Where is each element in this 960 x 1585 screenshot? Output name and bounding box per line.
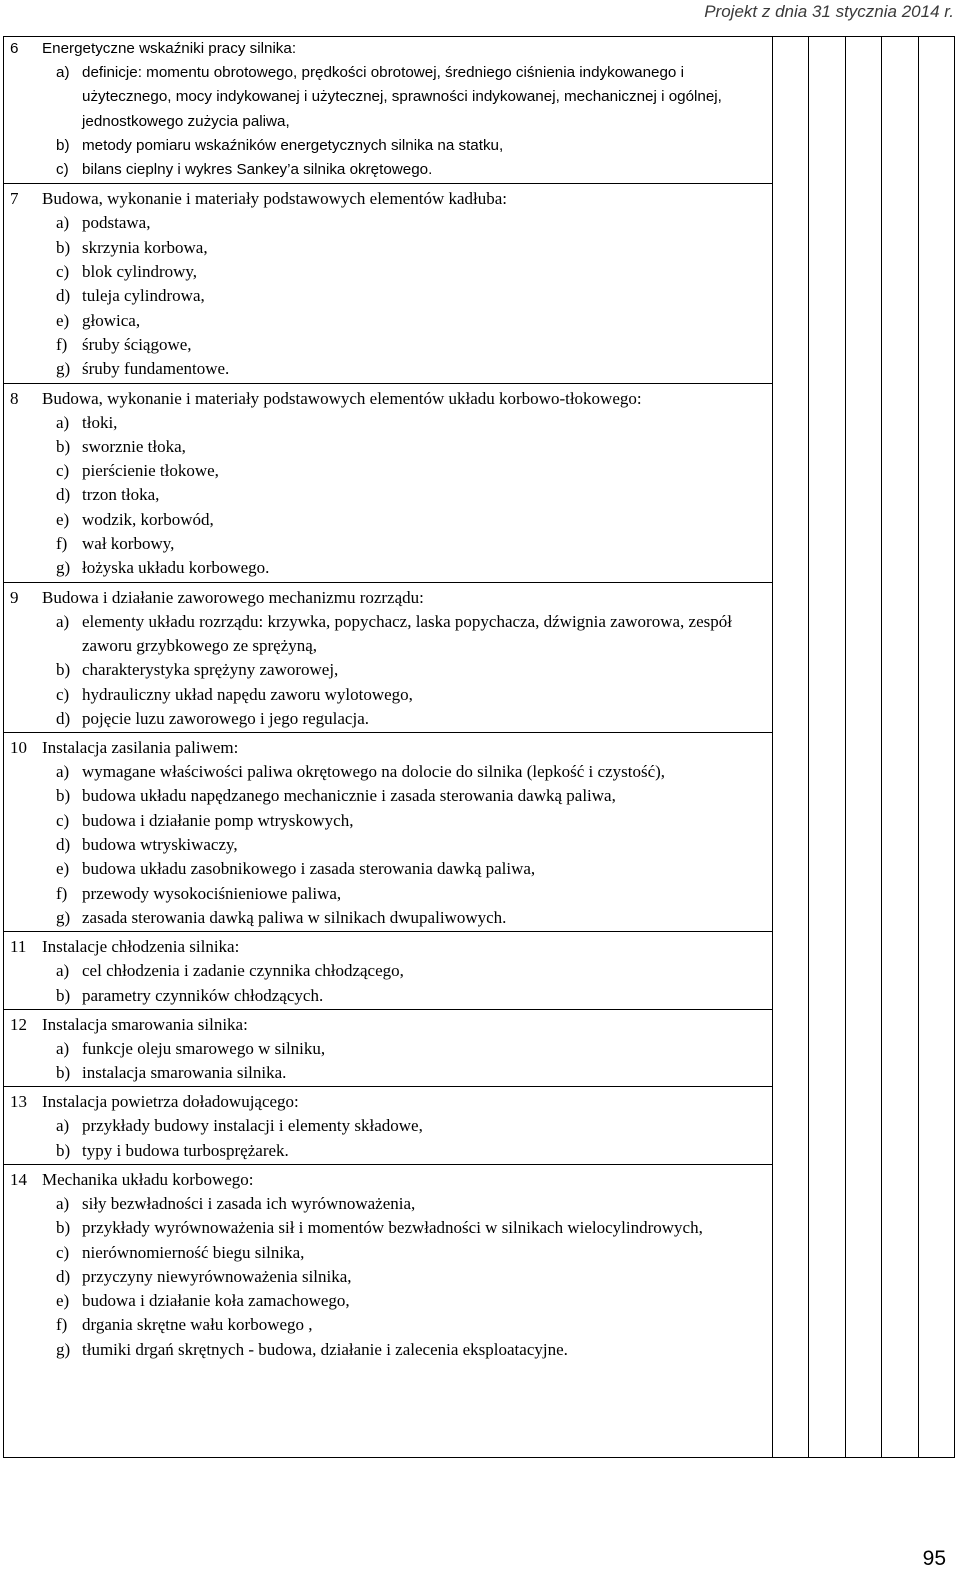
list-item: [56, 906, 768, 930]
item-text: cel chłodzenia i zadanie czynnika chłodzącego,: [82, 961, 404, 981]
section-number: 13: [10, 1092, 27, 1112]
item-letter: e): [56, 509, 70, 529]
item-letter: f): [56, 534, 68, 554]
list-item: [56, 658, 768, 682]
list-item: [56, 532, 768, 556]
item-letter: f): [56, 883, 68, 903]
section-heading: [10, 1013, 768, 1037]
item-letter: d): [56, 1266, 71, 1286]
subtopic-list: [10, 61, 768, 182]
item-letter: d): [56, 835, 71, 855]
item-text: sworznie tłoka,: [82, 436, 186, 456]
item-text: budowa i działanie pomp wtryskowych,: [82, 810, 354, 830]
item-text: hydrauliczny układ napędu zaworu wylotowego,: [82, 684, 413, 704]
item-letter: e): [56, 1291, 70, 1311]
list-item: [56, 707, 768, 731]
section-heading: [10, 1168, 768, 1192]
list-item: [56, 435, 768, 459]
section-heading: [10, 736, 768, 760]
subtopic-list: [10, 1037, 768, 1086]
item-letter: e): [56, 310, 70, 330]
item-letter: a): [56, 64, 70, 81]
list-item: [56, 809, 768, 833]
list-item: [56, 1216, 768, 1240]
item-letter: b): [56, 1140, 71, 1160]
item-text: blok cylindrowy,: [82, 262, 198, 282]
item-letter: b): [56, 1063, 71, 1083]
topic-section: [4, 183, 772, 382]
section-heading: [10, 935, 768, 959]
list-item: [56, 984, 768, 1008]
item-text: elementy układu rozrządu: krzywka, popychacz, laska popychacza, dźwignia zaworowa, zespół zaworu grzybkowego ze sprężyną,: [82, 611, 732, 655]
item-text: siły bezwładności i zasada ich wyrównoważenia,: [82, 1193, 416, 1213]
section-heading: [10, 387, 768, 411]
item-text: śruby fundamentowe.: [82, 359, 230, 379]
item-letter: a): [56, 1038, 70, 1058]
document-header: Projekt z dnia 31 stycznia 2014 r.: [704, 2, 954, 21]
item-text: budowa układu napędzanego mechanicznie i zasada sterowania dawką paliwa,: [82, 786, 616, 806]
curriculum-table: [3, 36, 955, 1458]
item-letter: d): [56, 708, 71, 728]
list-item: [56, 284, 768, 308]
item-text: przewody wysokociśnieniowe paliwa,: [82, 883, 342, 903]
list-item: [56, 459, 768, 483]
item-letter: b): [56, 985, 71, 1005]
list-item: [56, 309, 768, 333]
topic-section: [4, 582, 772, 732]
item-letter: b): [56, 1218, 71, 1238]
section-title: Energetyczne wskaźniki pracy silnika:: [42, 40, 297, 57]
section-title: Instalacja powietrza doładowującego:: [42, 1092, 299, 1112]
list-item: [56, 134, 768, 158]
section-title: Mechanika układu korbowego:: [42, 1169, 254, 1189]
empty-column-cell: [809, 37, 845, 1458]
topic-section: [4, 931, 772, 1009]
section-heading: [10, 1090, 768, 1114]
item-text: nierównomierność biegu silnika,: [82, 1242, 305, 1262]
subtopic-list: [10, 1192, 768, 1362]
item-text: przykłady wyrównoważenia sił i momentów bezwładności w silnikach wielocylindrowych,: [82, 1218, 703, 1238]
item-letter: c): [56, 262, 70, 282]
section-number: 11: [10, 937, 27, 957]
item-text: tłoki,: [82, 412, 118, 432]
item-letter: b): [56, 660, 71, 680]
list-item: [56, 333, 768, 357]
item-text: funkcje oleju smarowego w silniku,: [82, 1038, 326, 1058]
item-text: budowa wtryskiwaczy,: [82, 835, 238, 855]
item-letter: b): [56, 786, 71, 806]
item-text: tuleja cylindrowa,: [82, 286, 205, 306]
subtopic-list: [10, 610, 768, 731]
topic-section: [4, 383, 772, 582]
item-text: parametry czynników chłodzących.: [82, 985, 324, 1005]
item-text: tłumiki drgań skrętnych - budowa, działanie i zalecenia eksploatacyjne.: [82, 1339, 568, 1359]
item-text: pojęcie luzu zaworowego i jego regulacja.: [82, 708, 369, 728]
item-text: skrzynia korbowa,: [82, 237, 208, 257]
item-text: łożyska układu korbowego.: [82, 558, 270, 578]
item-text: śruby ściągowe,: [82, 334, 192, 354]
list-item: [56, 260, 768, 284]
item-text: podstawa,: [82, 213, 151, 233]
item-text: metody pomiaru wskaźników energetycznych silnika na statku,: [82, 136, 504, 154]
section-title: Budowa i działanie zaworowego mechanizmu rozrządu:: [42, 587, 424, 607]
list-item: [56, 959, 768, 983]
subtopic-list: [10, 411, 768, 581]
topic-section: [4, 37, 772, 183]
empty-column-cell: [918, 37, 954, 1458]
list-item: [56, 1338, 768, 1362]
item-letter: a): [56, 762, 70, 782]
item-letter: b): [56, 436, 71, 456]
subtopic-list: [10, 1114, 768, 1163]
item-text: instalacja smarowania silnika.: [82, 1063, 287, 1083]
item-letter: c): [56, 810, 70, 830]
list-item: [56, 833, 768, 857]
topic-section: [4, 1009, 772, 1087]
list-item: [56, 357, 768, 381]
item-text: bilans cieplny i wykres Sankey’a silnika okrętowego.: [82, 161, 433, 179]
item-text: budowa układu zasobnikowego i zasada sterowania dawką paliwa,: [82, 859, 536, 879]
section-title: Budowa, wykonanie i materiały podstawowych elementów układu korbowo-tłokowego:: [42, 388, 642, 408]
section-number: 12: [10, 1014, 27, 1034]
topic-section: [4, 732, 772, 931]
item-letter: g): [56, 907, 71, 927]
item-letter: c): [56, 161, 69, 179]
item-letter: c): [56, 461, 70, 481]
item-text: wał korbowy,: [82, 534, 175, 554]
topics-cell: [4, 37, 773, 1458]
item-letter: b): [56, 136, 70, 154]
subtopic-list: [10, 760, 768, 930]
section-heading: [10, 37, 768, 61]
list-item: [56, 882, 768, 906]
list-item: [56, 1265, 768, 1289]
empty-column-cell: [882, 37, 918, 1458]
item-letter: g): [56, 1339, 71, 1359]
section-number: 8: [10, 388, 19, 408]
item-letter: d): [56, 286, 71, 306]
item-letter: a): [56, 1116, 70, 1136]
section-heading: [10, 586, 768, 610]
list-item: [56, 760, 768, 784]
item-text: charakterystyka sprężyny zaworowej,: [82, 660, 339, 680]
item-text: pierścienie tłokowe,: [82, 461, 219, 481]
section-title: Instalacje chłodzenia silnika:: [42, 937, 240, 957]
list-item: [56, 483, 768, 507]
subtopic-list: [10, 959, 768, 1008]
item-letter: g): [56, 558, 71, 578]
topic-section: [4, 1164, 772, 1363]
item-text: wodzik, korbowód,: [82, 509, 214, 529]
item-text: trzon tłoka,: [82, 485, 160, 505]
empty-column-cell: [845, 37, 881, 1458]
item-letter: b): [56, 237, 71, 257]
list-item: [56, 1037, 768, 1061]
section-number: 14: [10, 1169, 27, 1189]
item-text: zasada sterowania dawką paliwa w silnikach dwupaliwowych.: [82, 907, 507, 927]
list-item: [56, 1289, 768, 1313]
section-title: Budowa, wykonanie i materiały podstawowych elementów kadłuba:: [42, 189, 508, 209]
item-letter: a): [56, 611, 70, 631]
section-number: 9: [10, 587, 19, 607]
topic-section: [4, 1086, 772, 1164]
section-title: Instalacja zasilania paliwem:: [42, 738, 239, 758]
section-title: Instalacja smarowania silnika:: [42, 1014, 248, 1034]
item-letter: g): [56, 359, 71, 379]
list-item: [56, 857, 768, 881]
item-text: budowa i działanie koła zamachowego,: [82, 1291, 350, 1311]
item-letter: c): [56, 684, 70, 704]
section-number: 10: [10, 738, 27, 758]
item-letter: f): [56, 334, 68, 354]
list-item: [56, 1241, 768, 1265]
item-text: drgania skrętne wału korbowego ,: [82, 1315, 313, 1335]
list-item: [56, 236, 768, 260]
item-letter: e): [56, 859, 70, 879]
list-item: [56, 784, 768, 808]
list-item: [56, 211, 768, 235]
item-letter: f): [56, 1315, 68, 1335]
list-item: [56, 1192, 768, 1216]
item-text: przyczyny niewyrównoważenia silnika,: [82, 1266, 352, 1286]
item-letter: c): [56, 1242, 70, 1262]
section-number: 7: [10, 189, 19, 209]
item-letter: a): [56, 412, 70, 432]
item-text: przykłady budowy instalacji i elementy składowe,: [82, 1116, 423, 1136]
item-letter: a): [56, 1193, 70, 1213]
item-text: definicje: momentu obrotowego, prędkości obrotowej, średniego ciśnienia indykowanego i użytecznego, mocy indykowanej i użytecznej, sprawności indykowanej, mechanicznej i ogólnej, jednostkowego zużycia paliwa,: [82, 64, 722, 130]
list-item: [56, 508, 768, 532]
item-letter: a): [56, 213, 70, 233]
item-text: typy i budowa turbosprężarek.: [82, 1140, 289, 1160]
table-row: [4, 37, 955, 1458]
list-item: [56, 1061, 768, 1085]
list-item: [56, 158, 768, 182]
list-item: [56, 61, 768, 134]
list-item: [56, 1114, 768, 1138]
item-text: głowica,: [82, 310, 141, 330]
section-heading: [10, 187, 768, 211]
list-item: [56, 1139, 768, 1163]
list-item: [56, 556, 768, 580]
item-letter: a): [56, 961, 70, 981]
list-item: [56, 683, 768, 707]
item-text: wymagane właściwości paliwa okrętowego na dolocie do silnika (lepkość i czystość),: [82, 762, 666, 782]
subtopic-list: [10, 211, 768, 381]
page-number: 95: [922, 1547, 946, 1570]
empty-column-cell: [773, 37, 809, 1458]
list-item: [56, 411, 768, 435]
section-number: 6: [10, 40, 19, 57]
list-item: [56, 1313, 768, 1337]
list-item: [56, 610, 768, 659]
item-letter: d): [56, 485, 71, 505]
